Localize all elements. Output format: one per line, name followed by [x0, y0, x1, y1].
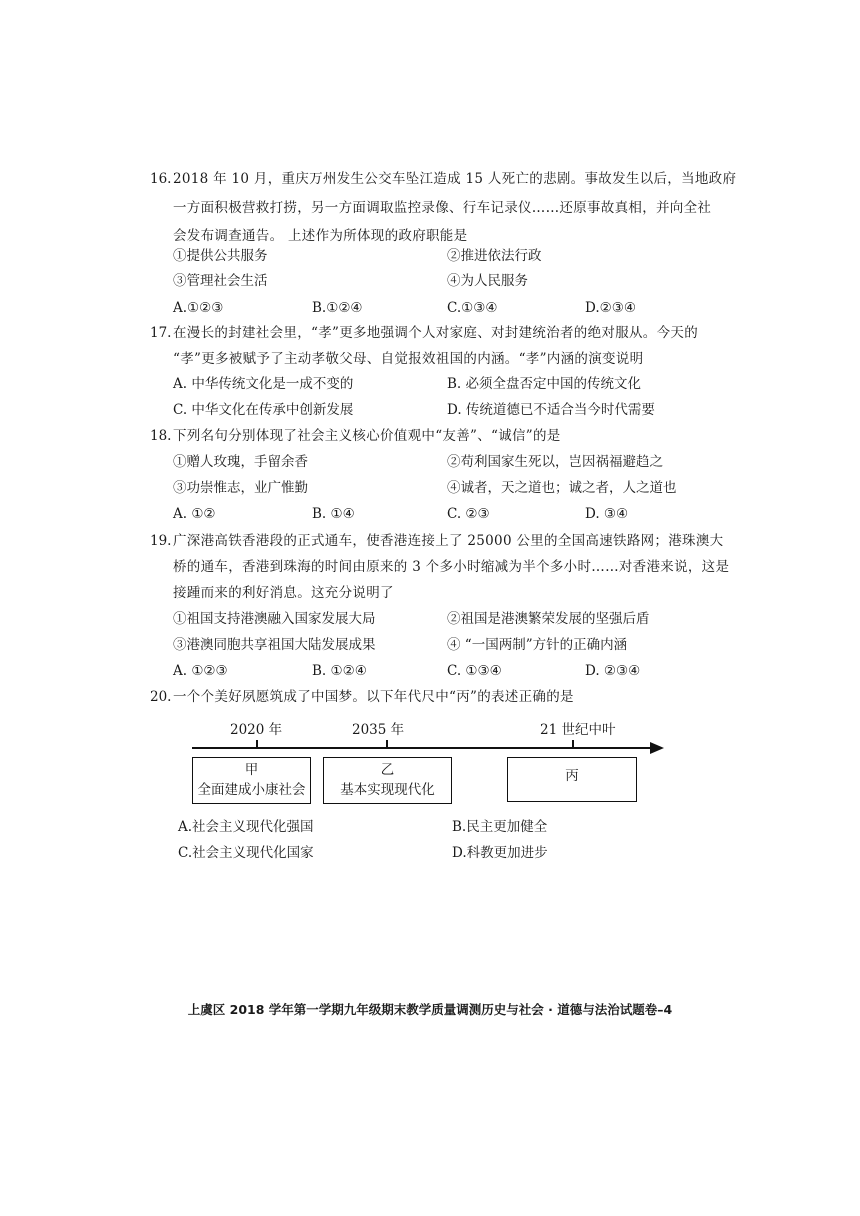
answer-option-a[interactable]: A. 中华传统文化是一成不变的: [173, 376, 354, 392]
answer-option-b[interactable]: B.①②④: [312, 300, 363, 316]
timeline-box-jia: [192, 757, 311, 804]
answer-option-a[interactable]: A.社会主义现代化强国: [178, 819, 314, 835]
answer-option-b[interactable]: B. ①②④: [312, 663, 367, 679]
timeline-box-text: 基本实现现代化: [340, 782, 435, 798]
timeline-box-bing: [507, 757, 637, 802]
timeline-box-label: 乙: [380, 762, 395, 778]
answer-option-d[interactable]: D. ③④: [585, 506, 629, 522]
answer-option-a[interactable]: A. ①②③: [173, 663, 228, 679]
question-number: 16.: [150, 171, 172, 187]
question-text: 桥的通车，香港到珠海的时间由原来的 3 个多小时缩减为半个多小时……对香港来说，这是: [173, 559, 730, 575]
answer-option-a[interactable]: A.①②③: [173, 300, 224, 316]
statement-item: ③港澳同胞共享祖国大陆发展成果: [173, 637, 376, 653]
timeline-box-text: 全面建成小康社会: [197, 782, 306, 798]
statement-item: ④诚者，天之道也；诚之者，人之道也: [447, 480, 677, 496]
question-text: 广深港高铁香港段的正式通车，使香港连接上了 25000 公里的全国高速铁路网；港珠澳大: [173, 533, 724, 549]
timeline-year-mid-century: 21 世纪中叶: [540, 722, 616, 738]
timeline-tick: [256, 740, 258, 749]
question-number: 19.: [150, 533, 172, 549]
answer-option-c[interactable]: C. ②③: [447, 506, 490, 522]
answer-option-d[interactable]: D. ②③④: [585, 663, 641, 679]
question-text: 2018 年 10 月，重庆万州发生公交车坠江造成 15 人死亡的悲剧。事故发生以后，当地政府: [173, 171, 737, 187]
timeline-tick: [572, 740, 574, 749]
timeline-arrow-icon: [650, 742, 664, 754]
answer-option-d[interactable]: D.科教更加进步: [452, 845, 548, 861]
statement-item: ③管理社会生活: [173, 273, 268, 289]
question-text: 一方面积极营救打捞，另一方面调取监控录像、行车记录仪……还原事故真相，并向全社: [173, 200, 712, 216]
timeline-year-2020: 2020 年: [230, 722, 283, 738]
timeline-axis: [192, 747, 652, 749]
timeline-box-yi: [323, 757, 452, 804]
answer-option-a[interactable]: A. ①②: [173, 506, 216, 522]
timeline-box-label: 丙: [565, 768, 579, 784]
statement-item: ①祖国支持港澳融入国家发展大局: [173, 611, 376, 627]
timeline-box-label: 甲: [244, 762, 259, 778]
question-number: 20.: [150, 689, 172, 705]
question-text: 会发布调查通告。 上述作为所体现的政府职能是: [173, 228, 468, 244]
answer-option-c[interactable]: C. ①③④: [447, 663, 502, 679]
answer-option-c[interactable]: C.社会主义现代化国家: [178, 845, 314, 861]
answer-option-c[interactable]: C. 中华文化在传承中创新发展: [173, 402, 354, 418]
timeline-year-2035: 2035 年: [352, 722, 405, 738]
statement-item: ②苟利国家生死以，岂因祸福避趋之: [447, 454, 663, 470]
question-text: 下列名句分别体现了社会主义核心价值观中“友善”、“诚信”的是: [173, 428, 561, 444]
question-number: 17.: [150, 325, 172, 341]
page-footer: 上虞区 2018 学年第一学期九年级期末教学质量调测历史与社会 · 道德与法治试题卷–4: [187, 1002, 673, 1017]
answer-option-b[interactable]: B. 必须全盘否定中国的传统文化: [447, 376, 642, 392]
statement-item: ①提供公共服务: [173, 248, 268, 264]
statement-item: ③功崇惟志，业广惟勤: [173, 480, 308, 496]
question-text: 在漫长的封建社会里，“孝”更多地强调个人对家庭、对封建统治者的绝对服从。今天的: [173, 325, 699, 341]
timeline-tick: [386, 740, 388, 749]
question-number: 18.: [150, 428, 172, 444]
answer-option-b[interactable]: B. ①④: [312, 506, 355, 522]
statement-item: ②祖国是港澳繁荣发展的坚强后盾: [447, 611, 650, 627]
statement-item: ④ “一国两制”方针的正确内涵: [447, 637, 628, 653]
statement-item: ②推进依法行政: [447, 248, 542, 264]
statement-item: ④为人民服务: [447, 273, 528, 289]
answer-option-d[interactable]: D.②③④: [585, 300, 636, 316]
answer-option-c[interactable]: C.①③④: [447, 300, 498, 316]
question-text: “孝”更多被赋予了主动孝敬父母、自觉报效祖国的内涵。“孝”内涵的演变说明: [173, 351, 644, 367]
question-text: 接踵而来的利好消息。这充分说明了: [173, 585, 394, 601]
answer-option-d[interactable]: D. 传统道德已不适合当今时代需要: [447, 402, 655, 418]
statement-item: ①赠人玫瑰，手留余香: [173, 454, 308, 470]
answer-option-b[interactable]: B.民主更加健全: [452, 819, 548, 835]
question-text: 一个个美好夙愿筑成了中国梦。以下年代尺中“丙”的表述正确的是: [173, 689, 574, 705]
